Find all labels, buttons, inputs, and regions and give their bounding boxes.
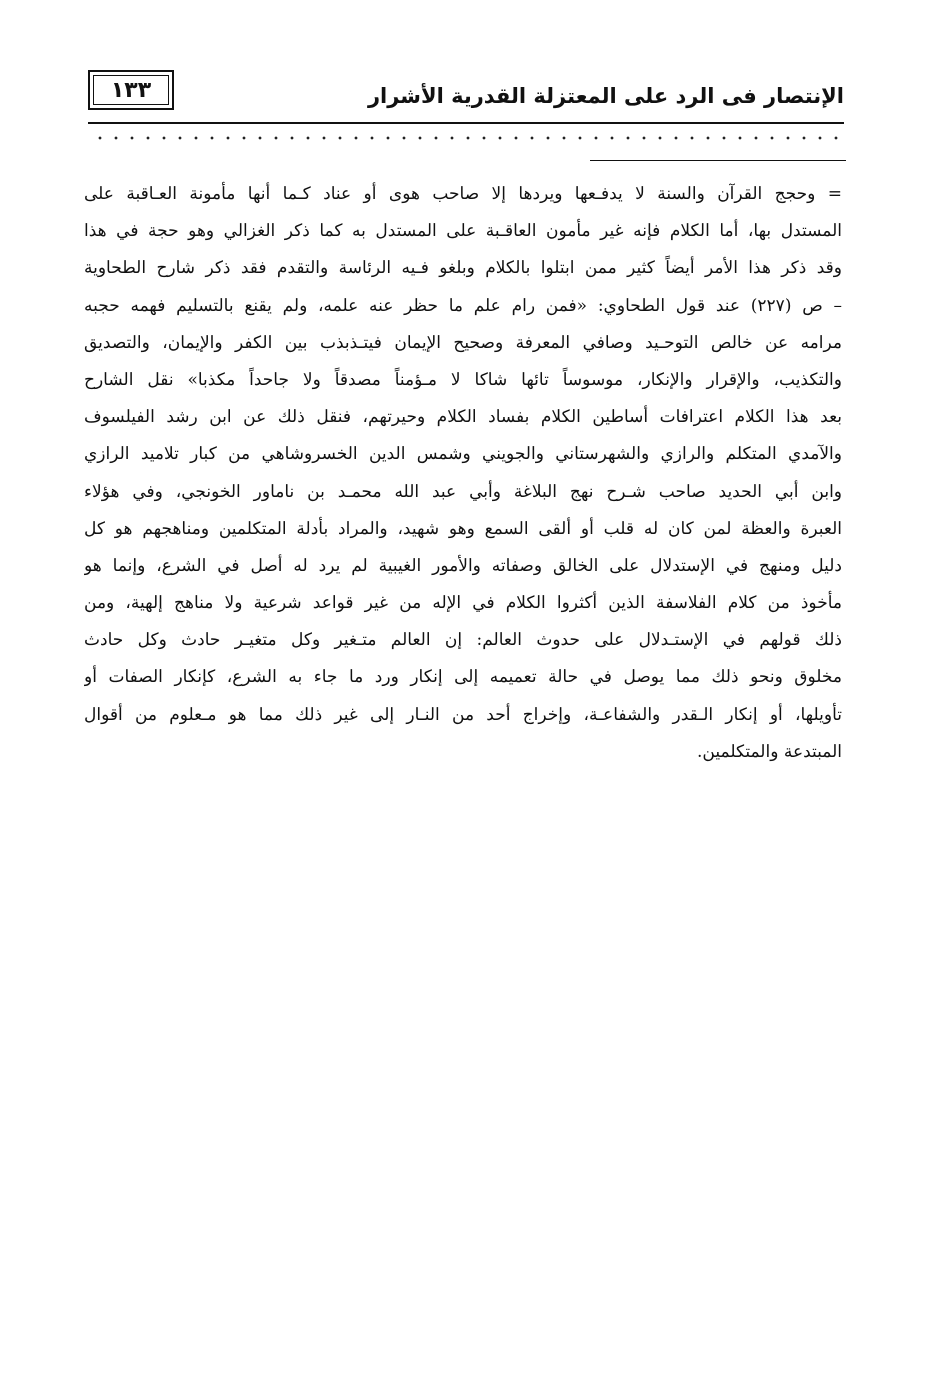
text-line: والتكذيب، والإقرار والإنكار، موسوساً تائها شاكا لا مـؤمناً مصدقاً ولا جاحداً مكذبا» نقل الشارح — [84, 369, 842, 390]
text-line: تأويلها، أو إنكار الـقدر والشفاعـة، وإخراج أحد من النـار إلى غير ذلك مما هو مـعلوم من أقوال — [84, 704, 842, 725]
text-line: ذلك قولهم في الإستـدلال على حدوث العالم: إن العالم متـغير وكل متغيـر حادث وكل حادث — [84, 630, 842, 651]
footnote-separator-rule — [590, 160, 846, 161]
text-line: مخلوق ونحو ذلك مما يوصل في حالة تعميمه إلى إنكار ورد ما جاء به الشرع، كإنكار الصفات أو — [84, 667, 842, 688]
text-line: بعد هذا الكلام اعترافات أساطين الكلام بفساد الكلام وحيرتهم، فنقل ذلك عن ابن رشد الفيلسوف — [84, 407, 842, 428]
text-line: وابن أبي الحديد صاحب شـرح نهج البلاغة وأبي عبد الله محمـد بن ناماور الخونجي، وفي هؤلاء — [84, 481, 842, 502]
text-line: وقد ذكر هذا الأمر أيضاً كثير ممن ابتلوا بالكلام وبلغو فـيه الرئاسة والتقدم فقد ذكر شارح الطحاوية — [84, 258, 842, 279]
footnote-text — [84, 176, 842, 771]
text-line: دليل ومنهج في الإستدلال على الخالق وصفاته والأمور الغيبية لم يرد له أصل في الشرع، وإنما هو — [84, 555, 842, 576]
text-line: والآمدي المتكلم والرازي والشهرستاني والجويني وشمس الدين الخسروشاهي من كبار تلاميد الرازي — [84, 444, 842, 465]
text-line: = وحجج القرآن والسنة لا يدفـعها ويردها إلا صاحب هوى أو عناد كـما أنها مأمونة العـاقبة على — [84, 184, 842, 204]
text-line: مرامه عن خالص التوحـيد وصافي المعرفة وصحيح الإيمان فيتـذبذب بين الكفر والإيمان، والتصديق — [84, 332, 842, 353]
dotted-separator — [88, 131, 844, 145]
header-rule — [88, 122, 844, 124]
running-title: الإنتصار فى الرد على المعتزلة القدرية الأشرار — [367, 84, 844, 108]
text-line: مأخوذ من كلام الفلاسفة الذين أكثروا الكلام في الإله من غير قواعد شرعية ولا مناهج إلهية، ومن — [84, 593, 842, 614]
page-header — [88, 66, 844, 122]
text-line: العبرة والعظة لمن كان له قلب أو ألقى السمع وهو شهيد، والمراد بأدلة المتكلمين ومناهجهم هو كل — [84, 518, 842, 539]
page-number-box — [88, 70, 174, 110]
text-line: المبتدعة والمتكلمين. — [697, 741, 842, 762]
text-line: المستدل بها، أما الكلام فإنه غير مأمون العاقـبة على المستدل به كما ذكر الغزالي وهو حجة في هذا — [84, 221, 842, 242]
text-line: – ص (٢٢٧) عند قول الطحاوي: «فمن رام علم ما حظر عنه علمه، ولم يقنع بالتسليم فهمه حجبه — [84, 295, 842, 316]
page-number: ١٣٣ — [110, 77, 152, 103]
